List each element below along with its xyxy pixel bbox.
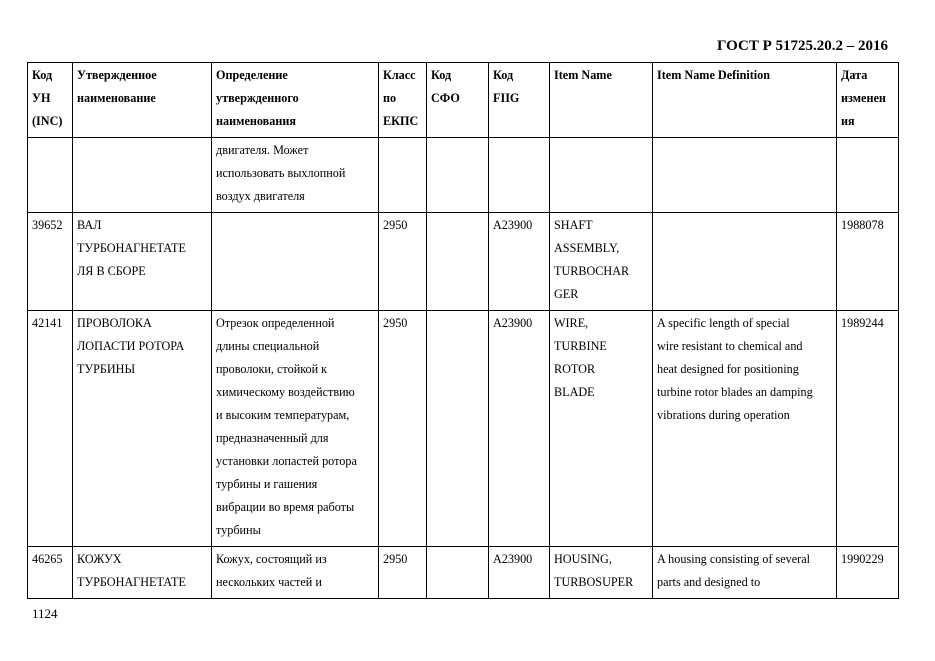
cell-approved-name — [73, 138, 212, 213]
cell-inc-code — [28, 138, 73, 213]
cell-item-name — [550, 138, 653, 213]
cell-name-definition: двигателя. Может использовать выхлопной воздух двигателя — [212, 138, 379, 213]
cell-ekps-class: 2950 — [379, 547, 427, 599]
header-item-name: Item Name — [550, 63, 653, 138]
header-sfo-code: Код СФО — [427, 63, 489, 138]
cell-inc-code: 39652 — [28, 213, 73, 311]
cell-item-name-definition: A specific length of special wire resistant to chemical and heat designed for positioning turbine rotor blades an damping vibrations during operation — [653, 311, 837, 547]
registry-table — [27, 62, 899, 599]
cell-fiig-code: A23900 — [489, 547, 550, 599]
cell-change-date: 1989244 — [837, 311, 899, 547]
cell-sfo-code — [427, 311, 489, 547]
cell-item-name-definition — [653, 213, 837, 311]
table-row — [28, 213, 899, 311]
cell-fiig-code — [489, 138, 550, 213]
table-header-row — [28, 63, 899, 138]
cell-fiig-code: A23900 — [489, 213, 550, 311]
cell-name-definition — [212, 213, 379, 311]
table-row — [28, 311, 899, 547]
cell-ekps-class: 2950 — [379, 213, 427, 311]
cell-change-date — [837, 138, 899, 213]
cell-sfo-code — [427, 138, 489, 213]
cell-item-name: HOUSING, TURBOSUPER — [550, 547, 653, 599]
cell-name-definition: Кожух, состоящий из нескольких частей и — [212, 547, 379, 599]
table-row — [28, 138, 899, 213]
cell-sfo-code — [427, 547, 489, 599]
cell-inc-code: 46265 — [28, 547, 73, 599]
cell-item-name-definition — [653, 138, 837, 213]
header-item-name-definition: Item Name Definition — [653, 63, 837, 138]
cell-item-name-definition: A housing consisting of several parts and designed to — [653, 547, 837, 599]
page-number: 1124 — [32, 606, 58, 621]
header-name-definition: Определение утвержденного наименования — [212, 63, 379, 138]
cell-approved-name: ПРОВОЛОКА ЛОПАСТИ РОТОРА ТУРБИНЫ — [73, 311, 212, 547]
header-ekps-class: Класс по ЕКПС — [379, 63, 427, 138]
cell-item-name: WIRE, TURBINE ROTOR BLADE — [550, 311, 653, 547]
cell-ekps-class — [379, 138, 427, 213]
cell-fiig-code: A23900 — [489, 311, 550, 547]
cell-inc-code: 42141 — [28, 311, 73, 547]
header-fiig-code: Код FIIG — [489, 63, 550, 138]
standard-title: ГОСТ Р 51725.20.2 – 2016 — [716, 38, 888, 54]
cell-name-definition: Отрезок определенной длины специальной проволоки, стойкой к химическому воздействию и высоким температурам, предназначенный для установки лопастей ротора турбины и гашения вибрации во время работы турбины — [212, 311, 379, 547]
cell-approved-name: ВАЛ ТУРБОНАГНЕТАТЕ ЛЯ В СБОРЕ — [73, 213, 212, 311]
cell-ekps-class: 2950 — [379, 311, 427, 547]
cell-sfo-code — [427, 213, 489, 311]
cell-change-date: 1988078 — [837, 213, 899, 311]
header-change-date: Дата изменен ия — [837, 63, 899, 138]
cell-approved-name: КОЖУХ ТУРБОНАГНЕТАТЕ — [73, 547, 212, 599]
header-inc-code: Код УН (INC) — [28, 63, 73, 138]
cell-item-name: SHAFT ASSEMBLY, TURBOCHAR GER — [550, 213, 653, 311]
table-row — [28, 547, 899, 599]
cell-change-date: 1990229 — [837, 547, 899, 599]
header-approved-name: Утвержденное наименование — [73, 63, 212, 138]
